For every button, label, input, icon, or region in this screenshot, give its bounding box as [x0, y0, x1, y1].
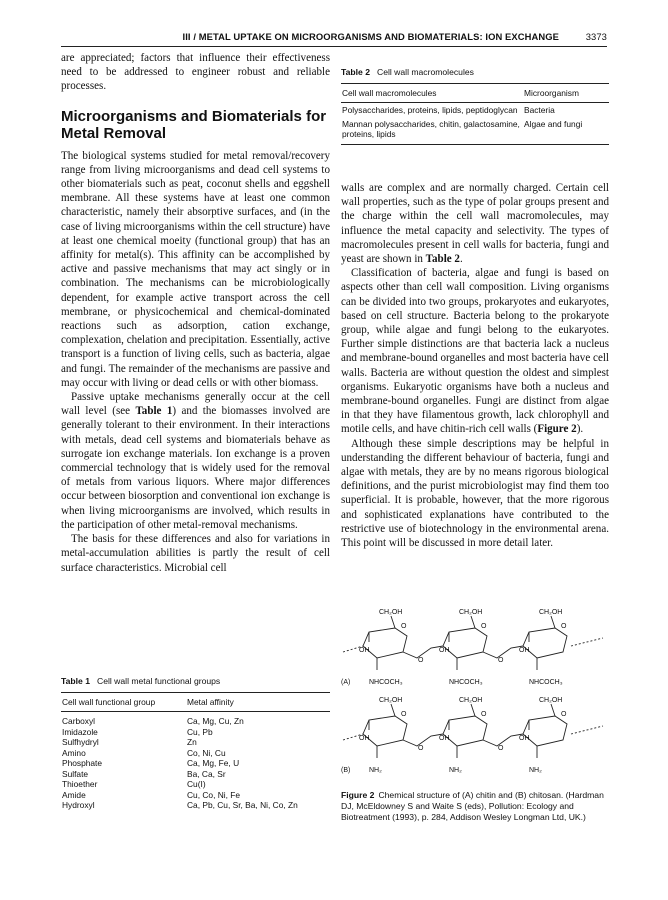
ch2oh-label: CH₂OH [379, 609, 403, 616]
metal-affinity-cell: Co, Ni, Cu [187, 747, 226, 758]
bridge-oxygen: O [498, 745, 504, 752]
c5-bond [551, 616, 555, 628]
intro-paragraph: are appreciated; factors that influence their effectiveness need to be addressed to engineer robust and reliable processes. [61, 52, 330, 93]
table-row [61, 800, 330, 811]
functional-group-cell: Amino [62, 747, 86, 758]
table-row: Polysaccharides, proteins, lipids, peptidoglycan Bacteria [342, 105, 555, 115]
pyranose-ring [523, 628, 567, 658]
pyranose-ring [443, 628, 487, 658]
table-row [61, 748, 330, 759]
c5-bond [551, 704, 555, 716]
ring-oxygen: O [481, 623, 487, 630]
body-paragraph-1: The biological systems studied for metal removal/recovery range from living microorganisms and dead cell systems to other biomaterials such as peat, coconut shells and eggshell membrane. All these systems have at least one common characteristic, namely their absorptive surfaces, and (in the case of living microorganisms within the cell structure) have at least one chemical moeity (functional group) that has an affinity for metal(s). This affinity can be accomplished by active and passive mechanisms that may act singly or in combination. The mechanisms can be microbiologically dependent, for example active transport across the cell membrane, or physicochemical and chemical-dominated reactions such as adsorption, cation exchange, complexation, chelation and precipitation. Essentially, active transport is a function of living cells, such as bacteria, algae and fungi. The remainder of the mechanisms are passive and may occur with living or dead cells or with other biomass. [61, 149, 330, 389]
table-row [61, 737, 330, 748]
table-row [61, 716, 330, 727]
panel-label: (B) [341, 767, 351, 774]
table-row [61, 790, 330, 801]
chain-end-bond [571, 638, 603, 646]
table-1-header-col2: Metal affinity [187, 696, 234, 707]
table-2-header-col2: Microorganism [524, 87, 579, 98]
table-1 [61, 676, 330, 811]
table-2 [341, 67, 609, 145]
table-row [61, 758, 330, 769]
hydroxyl-label: OH [519, 735, 530, 742]
table-1-header-col1: Cell wall functional group [62, 696, 156, 707]
c5-bond [471, 616, 475, 628]
ring-oxygen: O [401, 623, 407, 630]
pyranose-ring [363, 628, 407, 658]
metal-affinity-cell: Cu, Co, Ni, Fe [187, 789, 241, 800]
ring-oxygen: O [561, 711, 567, 718]
right-paragraph-1: walls are complex and are normally charged. Certain cell wall properties, such as the type of polar groups present and the charge within the cell wall macromolecules, may influence the metal capacity and selectivity. The types of macromolecules present in cell walls for bacteria, fungi and yeast are shown in Table 2. [341, 182, 609, 266]
left-column [61, 51, 330, 575]
pyranose-ring [443, 716, 487, 746]
substituent-label: NHCOCH₃ [449, 679, 483, 686]
body-paragraph-2: Passive uptake mechanisms generally occur at the cell wall level (see Table 1) and the biomasses involved are generally tolerant to their environment. In their interactions with metals, dead cell systems and biomaterials behave as surrogate ion exchange materials. Ion exchange is a proven commercial technology that is widely used for the removal of metals from various liquors. Where major differences occur between biosorption and conventional ion exchange is when living microorganisms are involved, which results in the participation of other metal-removal mechanisms. [61, 391, 331, 531]
bridge-oxygen: O [498, 657, 504, 664]
table-1-header [61, 693, 330, 712]
section-heading: Microorganisms and Biomaterials for Metal Removal [61, 107, 327, 142]
hydroxyl-label: OH [359, 735, 370, 742]
functional-group-cell: Imidazole [62, 726, 98, 737]
table-1-body [61, 712, 330, 811]
hydroxyl-label: OH [439, 735, 450, 742]
table-row [61, 727, 330, 738]
functional-group-cell: Amide [62, 789, 86, 800]
c5-bond [391, 616, 395, 628]
ch2oh-label: CH₂OH [459, 609, 483, 616]
metal-affinity-cell: Ca, Mg, Cu, Zn [187, 716, 244, 726]
figure-2-label: Figure 2 [341, 790, 375, 800]
functional-group-cell: Sulfhydryl [62, 737, 99, 747]
page-number: 3373 [585, 31, 607, 42]
pyranose-ring [523, 716, 567, 746]
panel-label: (A) [341, 679, 351, 686]
ring-oxygen: O [481, 711, 487, 718]
functional-group-cell: Thioether [62, 779, 98, 789]
c5-bond [471, 704, 475, 716]
hydroxyl-label: OH [359, 647, 370, 654]
c5-bond [391, 704, 395, 716]
chitin-chitosan-structure [341, 608, 609, 788]
pyranose-ring [363, 716, 407, 746]
bridge-oxygen: O [418, 657, 424, 664]
ring-oxygen: O [561, 623, 567, 630]
table-row [61, 779, 330, 790]
functional-group-cell: Carboxyl [62, 716, 96, 726]
metal-affinity-cell: Cu, Pb [187, 726, 213, 737]
table1-reference[interactable]: Table 1 [135, 405, 173, 418]
running-header [61, 30, 607, 47]
right-paragraph-2: Classification of bacteria, algae and fungi is based on aspects other than cell wall composition. Living organisms can be divided into two groups, prokaryotes and eukaryotes, based on cell structure. Bacteria belong to the prokaryote group, while algae and fungi belong to the eukaryotes. Further simple distinctions are that bacteria lack a nucleus and membrane-bound organelles and most bacteria have cell walls. Bacteria are without question the oldest and simplest organisms. Eukaryotic organisms have both a nucleus and membrane-bound organelles. Fungi are distinct from algae in that they have filamentous growth, lack chlorophyll and motile cells, and have chitin-rich cell walls (Figure 2). [341, 267, 609, 436]
functional-group-cell: Hydroxyl [62, 800, 95, 810]
ch2oh-label: CH₂OH [539, 609, 563, 616]
body-paragraph-3: The basis for these differences and also for variations in metal-accumulation abilities is partly the result of cell surface characteristics. Microbial cell [61, 533, 330, 574]
ch2oh-label: CH₂OH [379, 697, 403, 704]
table-row [61, 769, 330, 780]
hydroxyl-label: OH [519, 647, 530, 654]
bridge-oxygen: O [418, 745, 424, 752]
figure-2-caption-text: Chemical structure of (A) chitin and (B) chitosan. (Hardman DJ, McEldowney S and Waite S (eds), Pollution: Ecology and Biotreatment (1993), p. 284, Addison Wesley Longman Ltd, UK.) [341, 790, 604, 823]
running-title: III / METAL UPTAKE ON MICROORGANISMS AND BIOMATERIALS: ION EXCHANGE [182, 31, 559, 42]
table2-reference[interactable]: Table 2 [425, 253, 460, 266]
table-2-header [341, 84, 609, 103]
ch2oh-label: CH₂OH [459, 697, 483, 704]
ch2oh-label: CH₂OH [539, 697, 563, 704]
substituent-label: NH₂ [529, 767, 542, 774]
substituent-label: NHCOCH₃ [529, 679, 563, 686]
ring-oxygen: O [401, 711, 407, 718]
metal-affinity-cell: Ca, Mg, Fe, U [187, 758, 240, 768]
table-row: Mannan polysaccharides, chitin, galactosamine, proteins, lipids Algae and fungi [342, 118, 583, 139]
metal-affinity-cell: Ba, Ca, Sr [187, 768, 226, 779]
table-2-caption: Table 2 Cell wall macromolecules [341, 67, 474, 77]
right-column [341, 181, 609, 550]
substituent-label: NH₂ [449, 767, 462, 774]
right-paragraph-3: Although these simple descriptions may be helpful in understanding the different behaviour of bacteria, fungi and algae with metals, they are by no means rigorous biological definitions, and the purist microbiologist may find them too superficial. It is probable, however, that the more rigorous and sophisticated explanations have contributed to the restrictive use of biotechnology in the environmental arena. This point will be discussed in more detail later. [341, 437, 609, 550]
metal-affinity-cell: Ca, Pb, Cu, Sr, Ba, Ni, Co, Zn [187, 800, 298, 810]
hydroxyl-label: OH [439, 647, 450, 654]
figure2-reference[interactable]: Figure 2 [537, 423, 577, 436]
figure-2 [341, 608, 609, 788]
table-1-caption: Table 1 Cell wall metal functional groups [61, 676, 221, 686]
substituent-label: NHCOCH₃ [369, 679, 403, 686]
figure-2-caption [341, 790, 609, 824]
functional-group-cell: Phosphate [62, 758, 103, 768]
substituent-label: NH₂ [369, 767, 382, 774]
metal-affinity-cell: Zn [187, 737, 197, 747]
chain-end-bond [571, 726, 603, 734]
table-2-header-col1: Cell wall macromolecules [342, 87, 437, 98]
metal-affinity-cell: Cu(I) [187, 779, 206, 789]
functional-group-cell: Sulfate [62, 768, 89, 779]
